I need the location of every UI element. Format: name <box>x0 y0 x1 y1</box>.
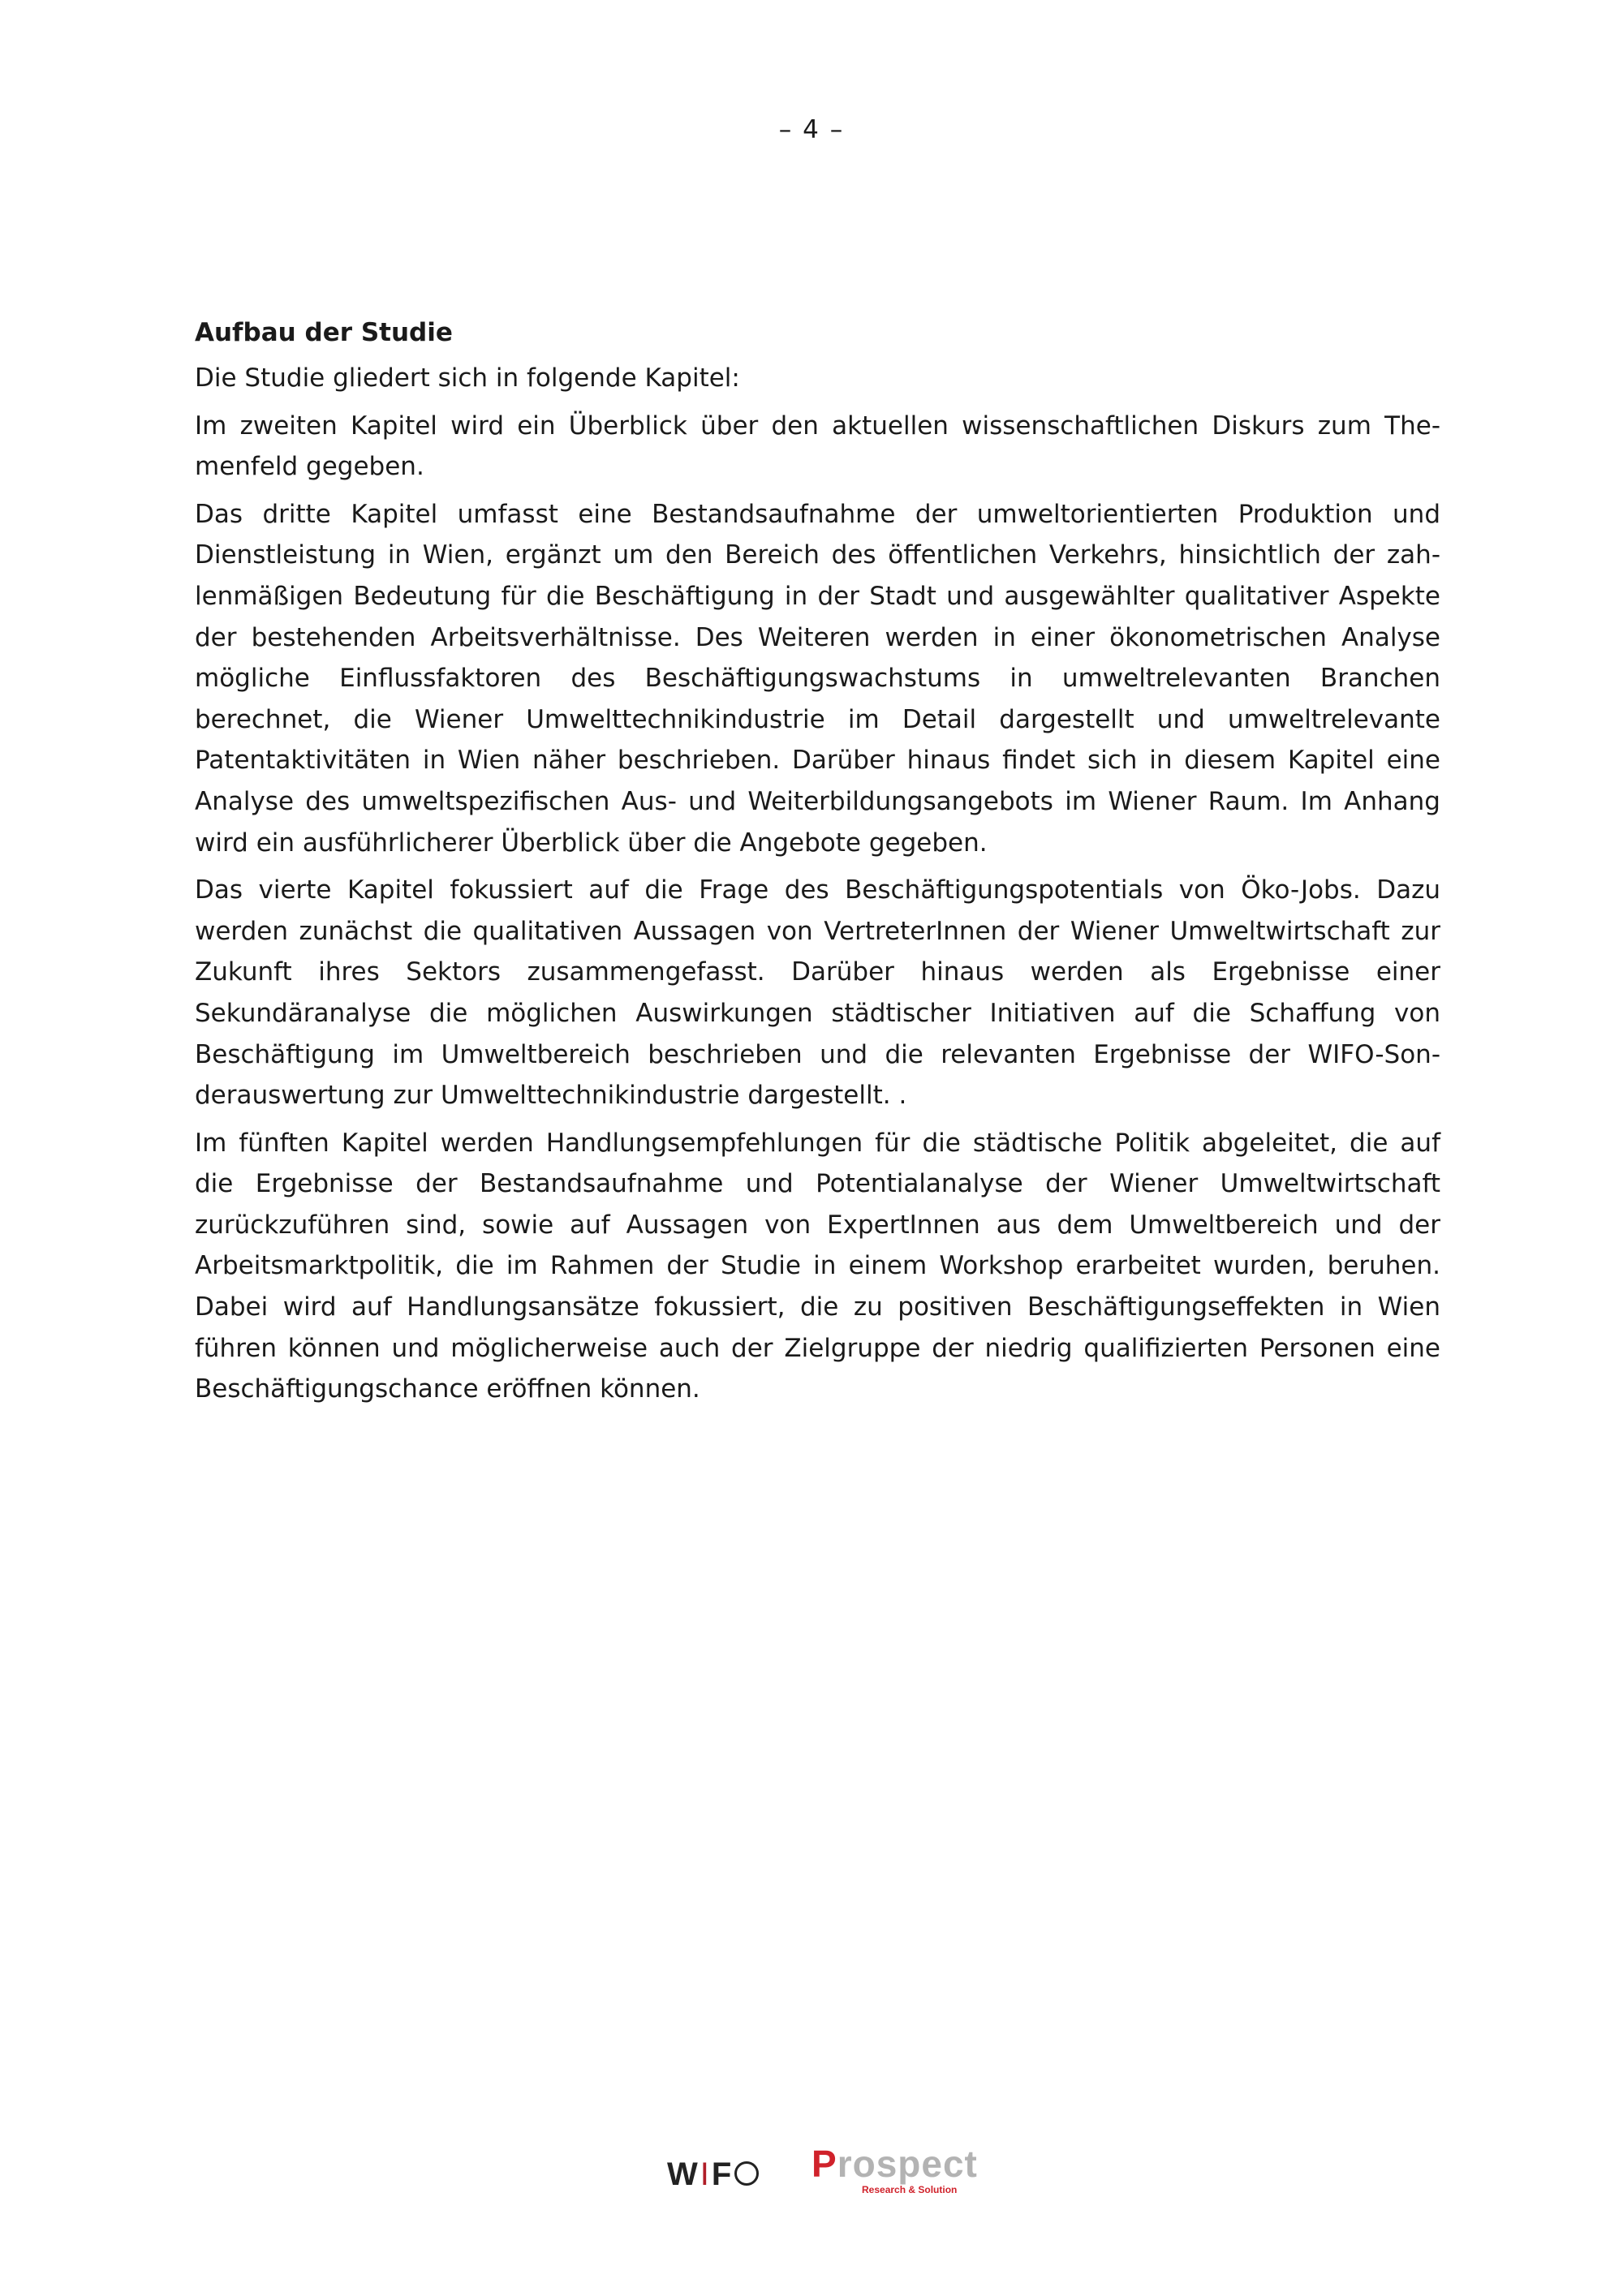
footer-logos <box>0 2142 1623 2207</box>
paragraph-intro: Die Studie gliedert sich in folgende Kapitel: <box>195 363 740 393</box>
paragraph-chapter-3: Das dritte Kapitel umfasst eine Bestandsaufnahme der umweltorientierten Produktion und Dienstleistung in Wien, ergänzt um den Bereich des öffentlichen Verkehrs, hinsichtlich der zahlenmäßigen Bedeutung für die Beschäftigung in der Stadt und ausgewählter qualitativer Aspekte der bestehenden Arbeitsverhältnisse. Des Weiteren werden in einer ökonometrischen Analyse mögliche Einflussfaktoren des Beschäftigungswachstums in umweltrelevanten Branchen berechnet, die Wiener Umwelttechnikindustrie im Detail dargestellt und umweltrelevante Patentaktivitäten in Wien näher beschrieben. Darüber hinaus findet sich in diesem Kapitel eine Analyse des umweltspezifischen Aus- und Weiterbildungsangebots im Wiener Raum. Im Anhang wird ein ausführlicherer Überblick über die Angebote gegeben. <box>195 499 1440 858</box>
section-aufbau <box>195 312 1440 1417</box>
page-number: – 4 – <box>778 115 845 144</box>
prospect-logo <box>812 2142 978 2207</box>
prospect-logo-wordmark: Prospect <box>812 2143 978 2185</box>
prospect-logo-tagline: Research & Solution <box>862 2184 958 2195</box>
section-heading: Aufbau der Studie <box>195 318 453 347</box>
paragraph-chapter-4: Das vierte Kapitel fokussiert auf die Frage des Beschäftigungspotentials von Öko-Jobs. Dazu werden zunächst die qualitativen Aussagen von VertreterInnen der Wiener Umweltwirtschaft zur Zukunft ihres Sektors zusammengefasst. Darüber hinaus werden als Ergebnisse einer Sekundäranalyse die möglichen Auswirkungen städtischer Initiativen auf die Schaffung von Beschäftigung im Umweltbereich beschrieben und die relevanten Ergebnisse der WIFO-Sonderauswertung zur Umwelttechnikindustrie dargestellt. . <box>195 875 1440 1111</box>
paragraph-chapter-5: Im fünften Kapitel werden Handlungsempfehlungen für die städtische Politik abgeleitet, die auf die Ergebnisse der Bestandsaufnahme und Potentialanalyse der Wiener Umweltwirtschaft zurückzuführen sind, sowie auf Aussagen von ExpertInnen aus dem Umweltbereich und der Arbeitsmarktpolitik, die im Rahmen der Studie in einem Workshop erarbeitet wurden, beruhen. Dabei wird auf Handlungsansätze fokussiert, die zu positiven Beschäftigungseffekten in Wien führen können und möglicherweise auch der Zielgruppe der niedrig qualifizierten Personen eine Beschäftigungschance eröffnen können. <box>195 1128 1440 1404</box>
wifo-logo: WIF <box>667 2156 759 2193</box>
paragraph-chapter-2: Im zweiten Kapitel wird ein Überblick über den aktuellen wissenschaftlichen Diskurs zum Themenfeld gegeben. <box>195 411 1440 482</box>
